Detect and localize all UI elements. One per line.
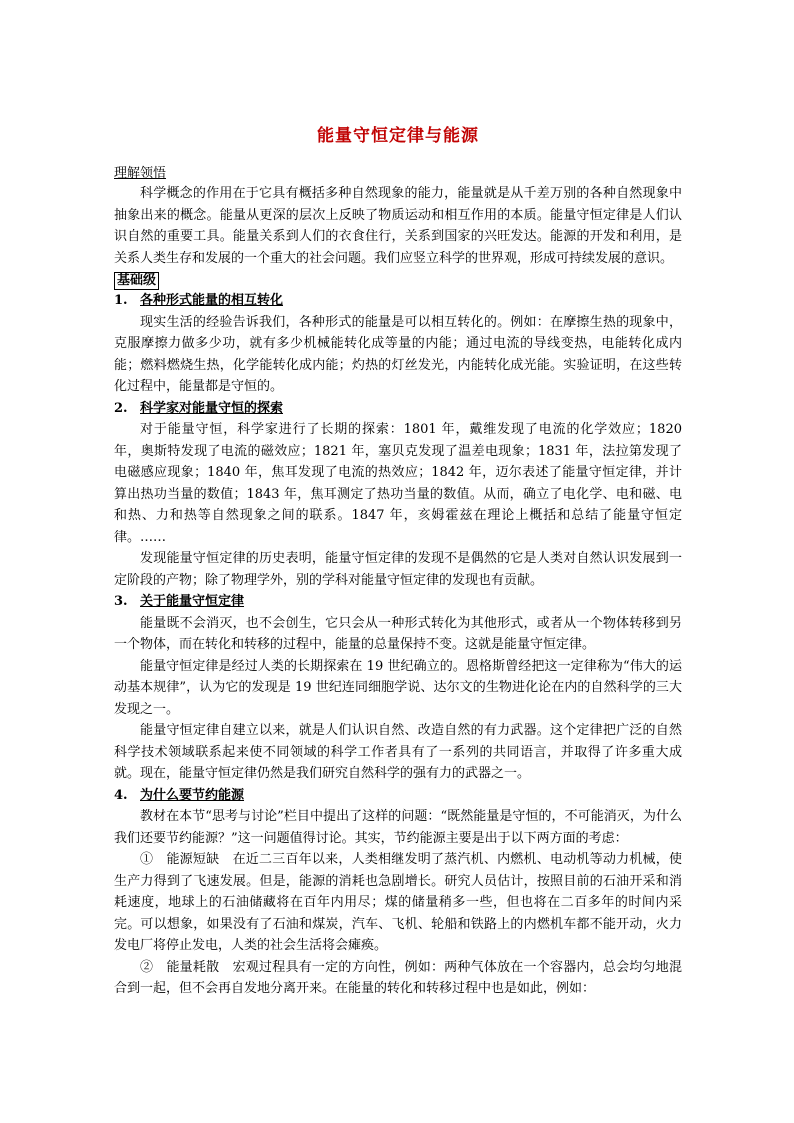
- section-heading: [114, 290, 682, 312]
- section-heading: [114, 398, 682, 420]
- section-paragraph: 对于能量守恒，科学家进行了长期的探索：1801 年，戴维发现了电流的化学效应；1820 年，奥斯特发现了电流的磁效应；1821 年，塞贝克发现了温差电现象；1831 年，法拉第发现了电磁感应现象；1840 年，焦耳发现了电流的热效应；1842 年，迈尔表述了能量守恒定律，并计算出热功当量的数值；1843 年，焦耳测定了热功当量的数值。从而，确立了电化学、电和磁、电和热、力和热等自然现象之间的联系。1847 年，亥姆霍兹在理论上概括和总结了能量守恒定律。……: [114, 422, 682, 545]
- section-heading: [114, 591, 682, 613]
- section-number: 3.: [114, 594, 128, 609]
- section-number: 4.: [114, 787, 128, 803]
- section-heading: [114, 785, 682, 807]
- section-paragraph: 能量守恒定律是经过人类的长期探索在 19 世纪确立的。恩格斯曾经把这一定律称为“伟大的运动基本规律”，认为它的发现是 19 世纪连同细胞学说、达尔文的生物进化论在内的自然科学的三大发现之一。: [114, 658, 682, 717]
- list-item: ② 能量耗散 宏观过程具有一定的方向性，例如：两种气体放在一个容器内，总会均匀地混合到一起，但不会再自发地分离开来。在能量的转化和转移过程中也是如此，例如：: [114, 959, 682, 996]
- section-title: 为什么要节约能源: [140, 787, 245, 803]
- section-title: 各种形式能量的相互转化: [140, 293, 284, 308]
- section-paragraph: 能量守恒定律自建立以来，就是人们认识自然、改造自然的有力武器。这个定律把广泛的自然科学技术领域联系起来使不同领域的科学工作者具有了一系列的共同语言，并取得了许多重大成就。现在，能量守恒定律仍然是我们研究自然科学的强有力的武器之一。: [114, 723, 682, 781]
- section-paragraph: 能量既不会消灭，也不会创生，它只会从一种形式转化为其他形式，或者从一个物体转移到另一个物体，而在转化和转移的过程中，能量的总量保持不变。这就是能量守恒定律。: [114, 615, 682, 652]
- section-paragraph: 教材在本节“思考与讨论”栏目中提出了这样的问题：“既然能量是守恒的，不可能消灭，为什么我们还要节约能源？”这一问题值得讨论。其实，节约能源主要是出于以下两方面的考虑：: [114, 809, 682, 846]
- document-page: [114, 124, 682, 1000]
- section-1: [114, 290, 682, 398]
- section-3: [114, 591, 682, 785]
- section-title: 关于能量守恒定律: [140, 594, 245, 609]
- section-title: 科学家对能量守恒的探索: [140, 400, 284, 416]
- section-4: [114, 785, 682, 1000]
- section-2: [114, 398, 682, 592]
- section-paragraph: 发现能量守恒定律的历史表明，能量守恒定律的发现不是偶然的它是人类对自然认识发展到一定阶段的产物；除了物理学外，别的学科对能量守恒定律的发现也有贡献。: [114, 551, 682, 588]
- intro-paragraph: 科学概念的作用在于它具有概括多种自然现象的能力，能量就是从千差万别的各种自然现象中抽象出来的概念。能量从更深的层次上反映了物质运动和相互作用的本质。能量守恒定律是人们认识自然的重要工具。能量关系到人们的衣食住行，关系到国家的兴旺发达。能源的开发和利用，是关系人类生存和发展的一个重大的社会问题。我们应竖立科学的世界观，形成可持续发展的意识。: [114, 186, 682, 266]
- list-item: ① 能源短缺 在近二三百年以来，人类相继发明了蒸汽机、内燃机、电动机等动力机械，使生产力得到了飞速发展。但是，能源的消耗也急剧增长。研究人员估计，按照目前的石油开采和消耗速度，地球上的石油储藏将在百年内用尽；煤的储量稍多一些，但也将在二百多年的时间内采完。可以想象，如果没有了石油和煤炭，汽车、飞机、轮船和铁路上的内燃机车都不能开动，火力发电厂将停止发电，人类的社会生活将会瘫痪。: [114, 852, 682, 953]
- section-label: 理解领悟: [114, 166, 167, 181]
- section-number: 2.: [114, 400, 128, 416]
- section-number: 1.: [114, 293, 128, 308]
- page-title: 能量守恒定律与能源: [317, 126, 479, 146]
- level-label: 基础级: [114, 272, 159, 290]
- section-paragraph: 现实生活的经验告诉我们，各种形式的能量是可以相互转化的。例如：在摩擦生热的现象中，克服摩擦力做多少功，就有多少机械能转化成等量的内能；通过电流的导线变热，电能转化成内能；燃料燃烧生热，化学能转化成内能；灼热的灯丝发光，内能转化成光能。实验证明，在这些转化过程中，能量都是守恒的。: [114, 314, 682, 394]
